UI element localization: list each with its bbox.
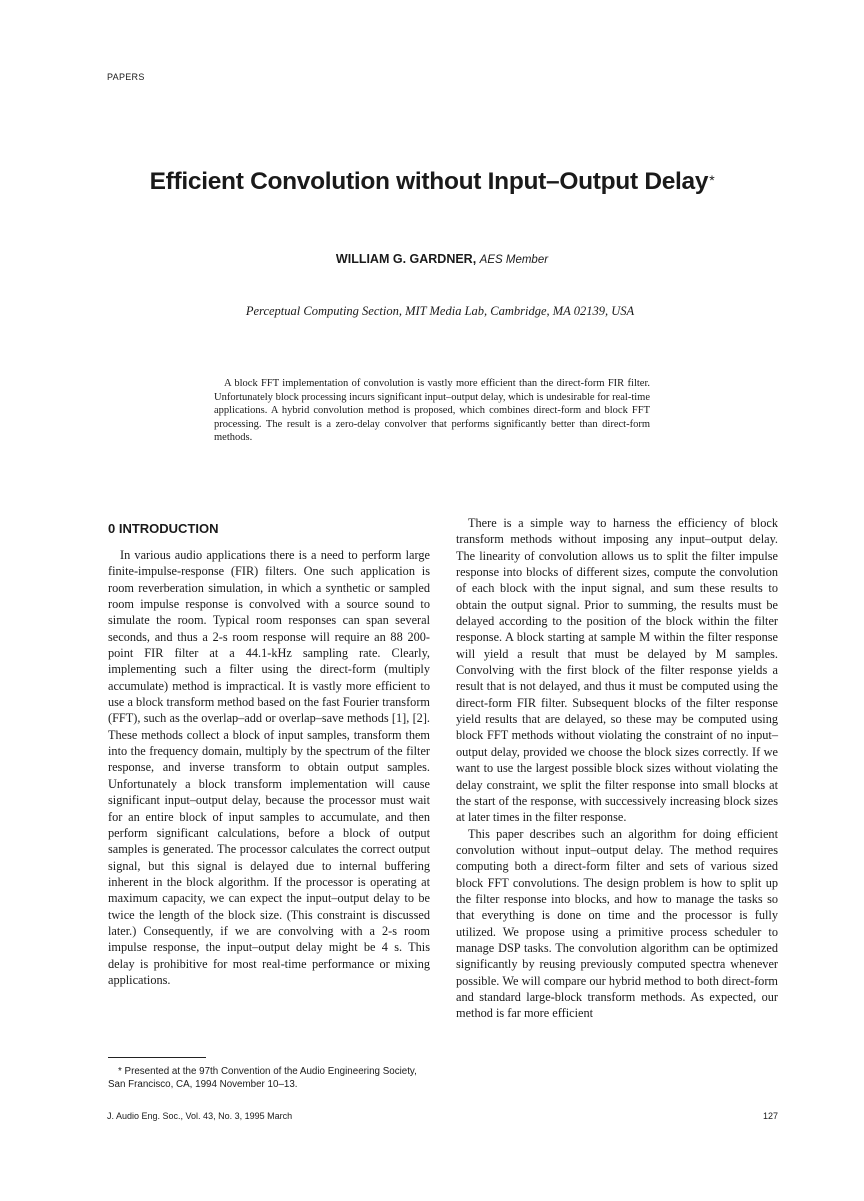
- footnote: * Presented at the 97th Convention of the Audio Engineering Society, San Francisco, CA, 1994 November 10–13.: [108, 1066, 417, 1090]
- running-header: PAPERS: [107, 72, 145, 82]
- paper-title: [0, 168, 864, 196]
- body-paragraph: In various audio applications there is a need to perform large finite-impulse-response (FIR) filters. One such application is room reverberation simulation, in which a synthetic or sampled room impulse response is convolved with a source sound to simulate the room. Typical room responses can span several seconds, and thus a 2-s room response will require an 88 200-point FIR filter at a 44.1-kHz sampling rate. Clearly, implementing such a filter using the direct-form (multiply accumulate) method is impractical. It is vastly more efficient to use a block transform method based on the fast Fourier transform (FFT), such as the overlap–add or overlap–save methods [1], [2]. These methods collect a block of input samples, transform them into the frequency domain, multiply by the spectrum of the filter response, and inverse transform to obtain output samples. Unfortunately a block transform implementation will cause significant input–output delay, because the processor must wait for an entire block of input samples to accumulate, and then perform significant calculations, before a block of output samples is generated. The processor calculates the correct output signal, but this signal is delayed due to internal buffering inherent in the block algorithm. If the processor is operating at maximum capacity, we can expect the input–output delay to be twice the length of the block size. (This constraint is discussed later.) Consequently, if we are convolving with a 2-s room impulse response, the input–output delay might be 4 s. This delay is prohibitive for most real-time performance or mixing applications.: [108, 548, 430, 987]
- footnote-divider: [108, 1057, 206, 1058]
- title-text: Efficient Convolution without Input–Output Delay: [149, 168, 709, 195]
- journal-citation: J. Audio Eng. Soc., Vol. 43, No. 3, 1995 March: [107, 1111, 293, 1121]
- author-membership: AES Member: [479, 254, 549, 266]
- body-paragraph: There is a simple way to harness the efficiency of block transform methods without imposing any input–output delay. The linearity of convolution allows us to split the filter impulse response into blocks of different sizes, compute the convolution of each block with the input signal, and sum these results to obtain the output signal. Prior to summing, the results must be delayed according to the position of the block within the filter response. A block starting at sample M within the filter response will yield a result that must be delayed by M samples. Convolving with the first block of the filter response yields a result that is not delayed, and thus it must be computed using the direct-form FIR filter. Subsequent blocks of the filter response yield results that are delayed, so these may be computed using block FFT methods without violating the constraint of no input–output delay, provided we choose the block sizes correctly. If we want to use the largest possible block sizes without violating the delay constraint, we split the filter response into small blocks at the start of the response, with successively increasing block sizes at later times in the filter response.: [456, 516, 778, 825]
- page-number: 127: [762, 1111, 778, 1121]
- title-footnote-mark: *: [709, 172, 715, 188]
- section-heading-introduction: 0 INTRODUCTION: [108, 521, 219, 536]
- body-paragraph: This paper describes such an algorithm for doing efficient convolution without input–output delay. The method requires computing both a direct-form filter and sets of various sized block FFT convolutions. The design problem is how to split up the filter response into blocks, and how to manage the tasks so that everything is done on time and the processor is fully utilized. We propose using a primitive process scheduler to manage DSP tasks. The convolution algorithm can be optimized significantly by reusing previously computed spectra whenever possible. We will compare our hybrid method to both direct-form and standard large-block transform methods. As expected, our method is far more efficient: [456, 826, 778, 1021]
- author-affiliation: Perceptual Computing Section, MIT Media Lab, Cambridge, MA 02139, USA: [245, 304, 635, 318]
- right-column: [456, 515, 778, 1022]
- abstract: A block FFT implementation of convolution is vastly more efficient than the direct-form FIR filter. Unfortunately block processing incurs significant input–output delay, which is undesirable for real-time applications. A hybrid convolution method is proposed, which combines direct-form and block FFT processing. The result is a zero-delay convolver that performs significantly better than direct-form methods.: [214, 378, 650, 444]
- author-name: WILLIAM G. GARDNER,: [335, 252, 477, 266]
- author-line: [0, 252, 864, 266]
- left-column: [108, 547, 430, 988]
